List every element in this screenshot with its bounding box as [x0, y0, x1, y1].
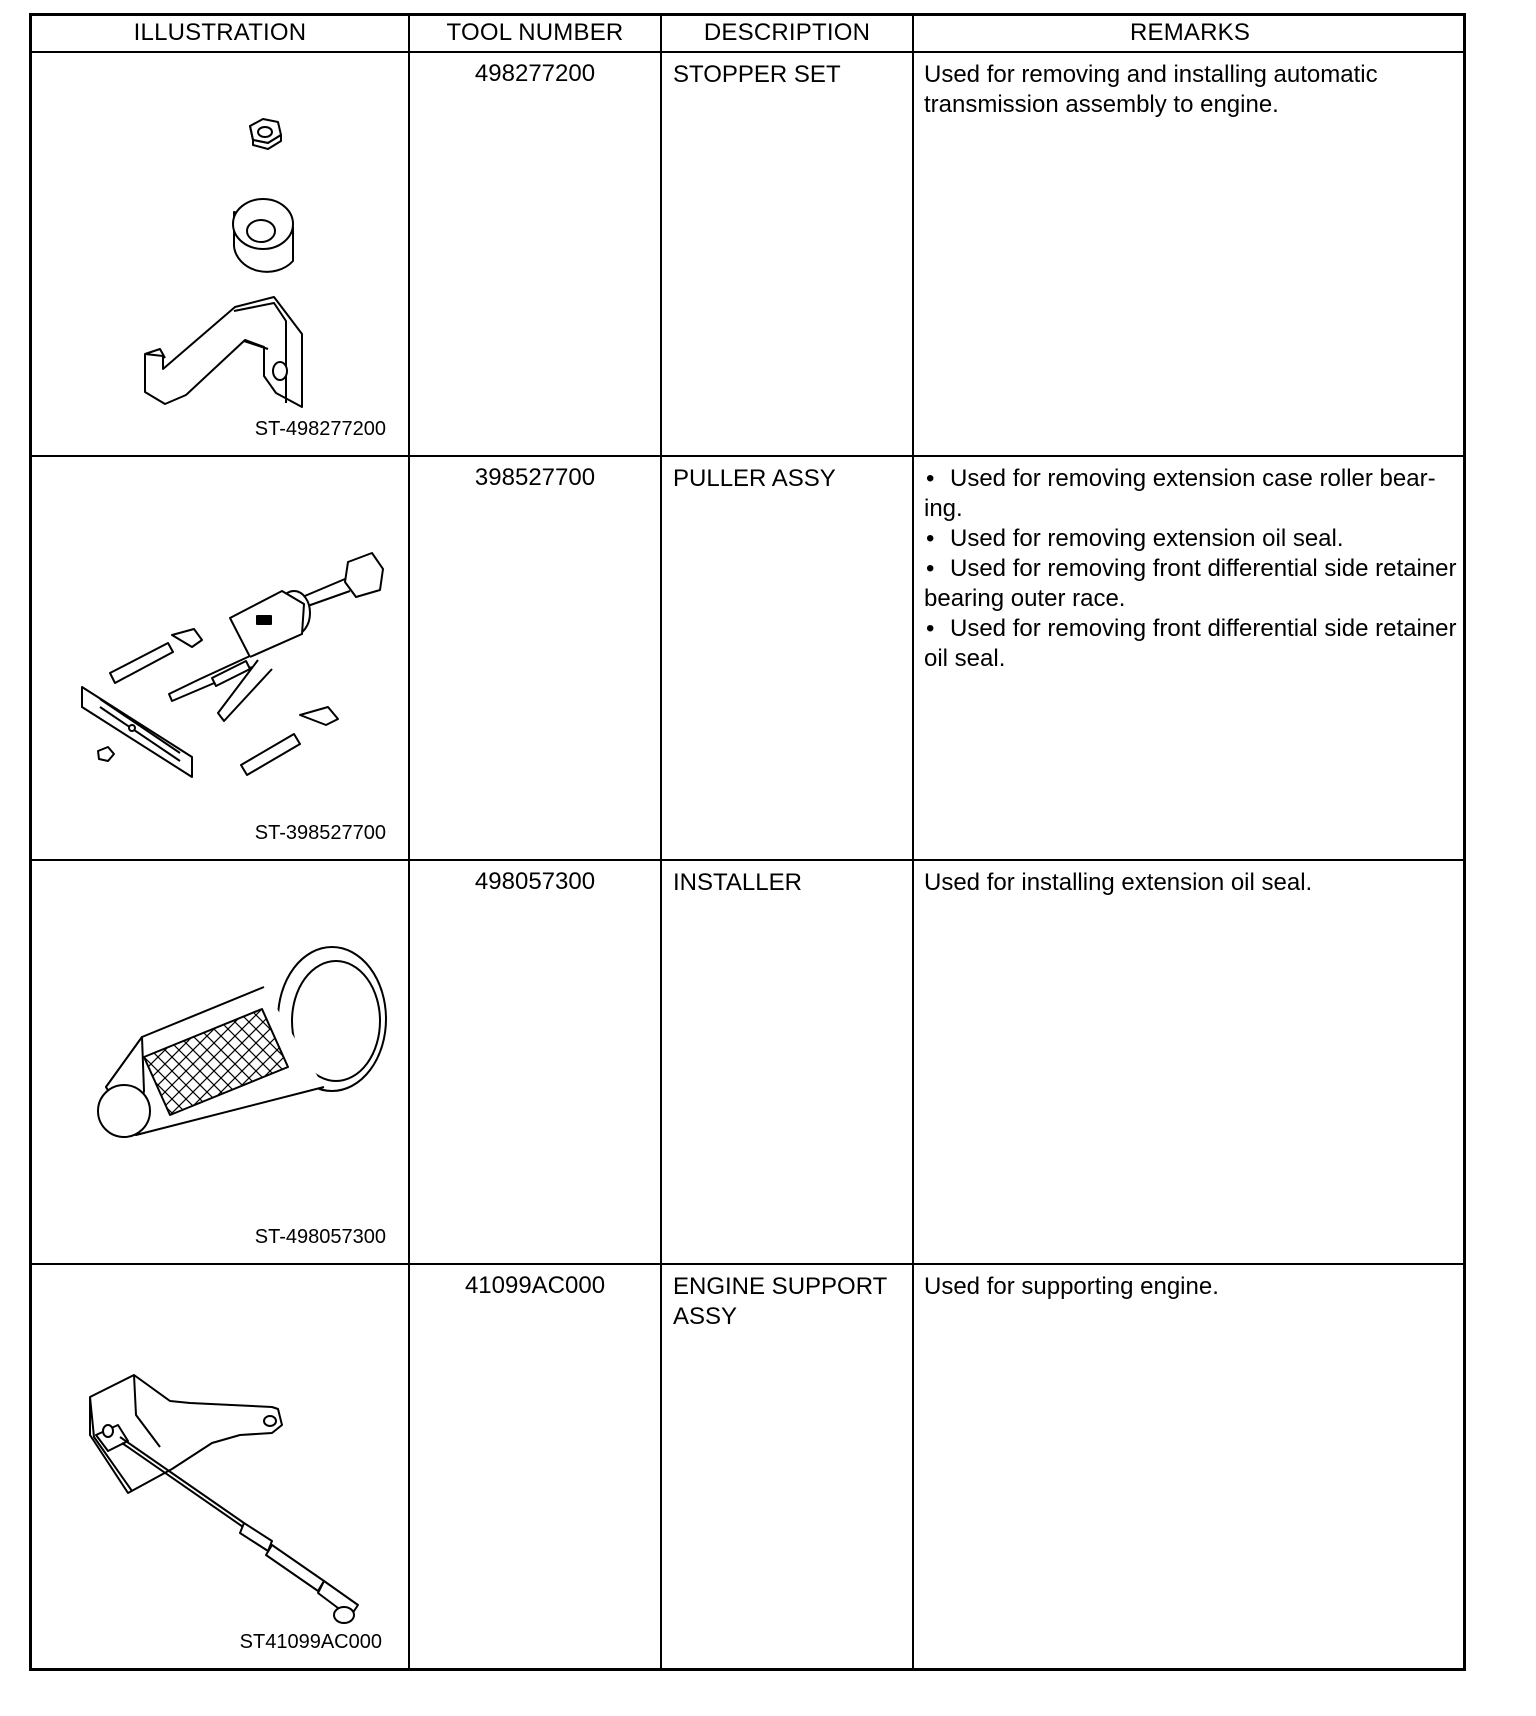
special-tools-table [29, 13, 1466, 1671]
tool-remarks [914, 861, 1466, 1263]
tool-number: 41099AC000 [464, 1272, 606, 1299]
remark-item [924, 554, 1460, 614]
header-description: DESCRIPTION [703, 19, 871, 46]
stopper-set-illustration [32, 53, 408, 455]
tool-remarks [914, 457, 1466, 859]
tool-remarks [914, 53, 1466, 455]
remark-text: Used for supporting engine. [924, 1273, 1219, 1300]
tool-number: 498277200 [474, 60, 596, 87]
remark-item [924, 524, 1460, 554]
illustration-code: ST-498277200 [254, 418, 386, 440]
bullet-icon: • [926, 525, 935, 552]
illustration-cell [32, 861, 408, 1263]
illustration-cell [32, 53, 408, 455]
tool-number: 398527700 [474, 464, 596, 491]
tool-description: PULLER ASSY [673, 465, 836, 492]
bullet-icon: • [926, 555, 935, 582]
header-tool-number: TOOL NUMBER [446, 19, 624, 46]
tool-description: INSTALLER [673, 869, 802, 896]
table-row [32, 457, 1463, 861]
header-illustration: ILLUSTRATION [133, 19, 307, 46]
remark-item [924, 464, 1460, 524]
table-row [32, 53, 1463, 457]
puller-assy-illustration [32, 457, 408, 859]
illustration-code: ST-498057300 [254, 1226, 386, 1248]
remark-item [924, 614, 1460, 674]
tool-description: STOPPER SET [673, 61, 841, 88]
tool-remarks [914, 1265, 1466, 1668]
remark-text: Used for removing front differential side retainer oil seal. [924, 615, 1457, 672]
remark-text: Used for removing front differential side retainer bearing outer race. [924, 555, 1457, 612]
bullet-icon: • [926, 465, 935, 492]
installer-illustration [32, 861, 408, 1263]
illustration-code: ST41099AC000 [239, 1631, 382, 1653]
table-row [32, 861, 1463, 1265]
tool-number: 498057300 [474, 868, 596, 895]
table-row [32, 1265, 1463, 1668]
header-remarks: REMARKS [1129, 19, 1251, 46]
illustration-code: ST-398527700 [254, 822, 386, 844]
bullet-icon: • [926, 615, 935, 642]
engine-support-assy-illustration [32, 1265, 408, 1666]
remark-text: Used for installing extension oil seal. [924, 869, 1313, 896]
remark-text: Used for removing and installing automatic transmission assembly to engine. [924, 61, 1378, 118]
tool-description: ENGINE SUPPORT ASSY [673, 1273, 887, 1330]
remark-text: Used for removing extension case roller bear-ing. [924, 465, 1436, 522]
remark-text: Used for removing extension oil seal. [950, 525, 1344, 552]
illustration-cell [32, 457, 408, 859]
illustration-cell [32, 1265, 408, 1668]
table-header [32, 16, 1463, 53]
